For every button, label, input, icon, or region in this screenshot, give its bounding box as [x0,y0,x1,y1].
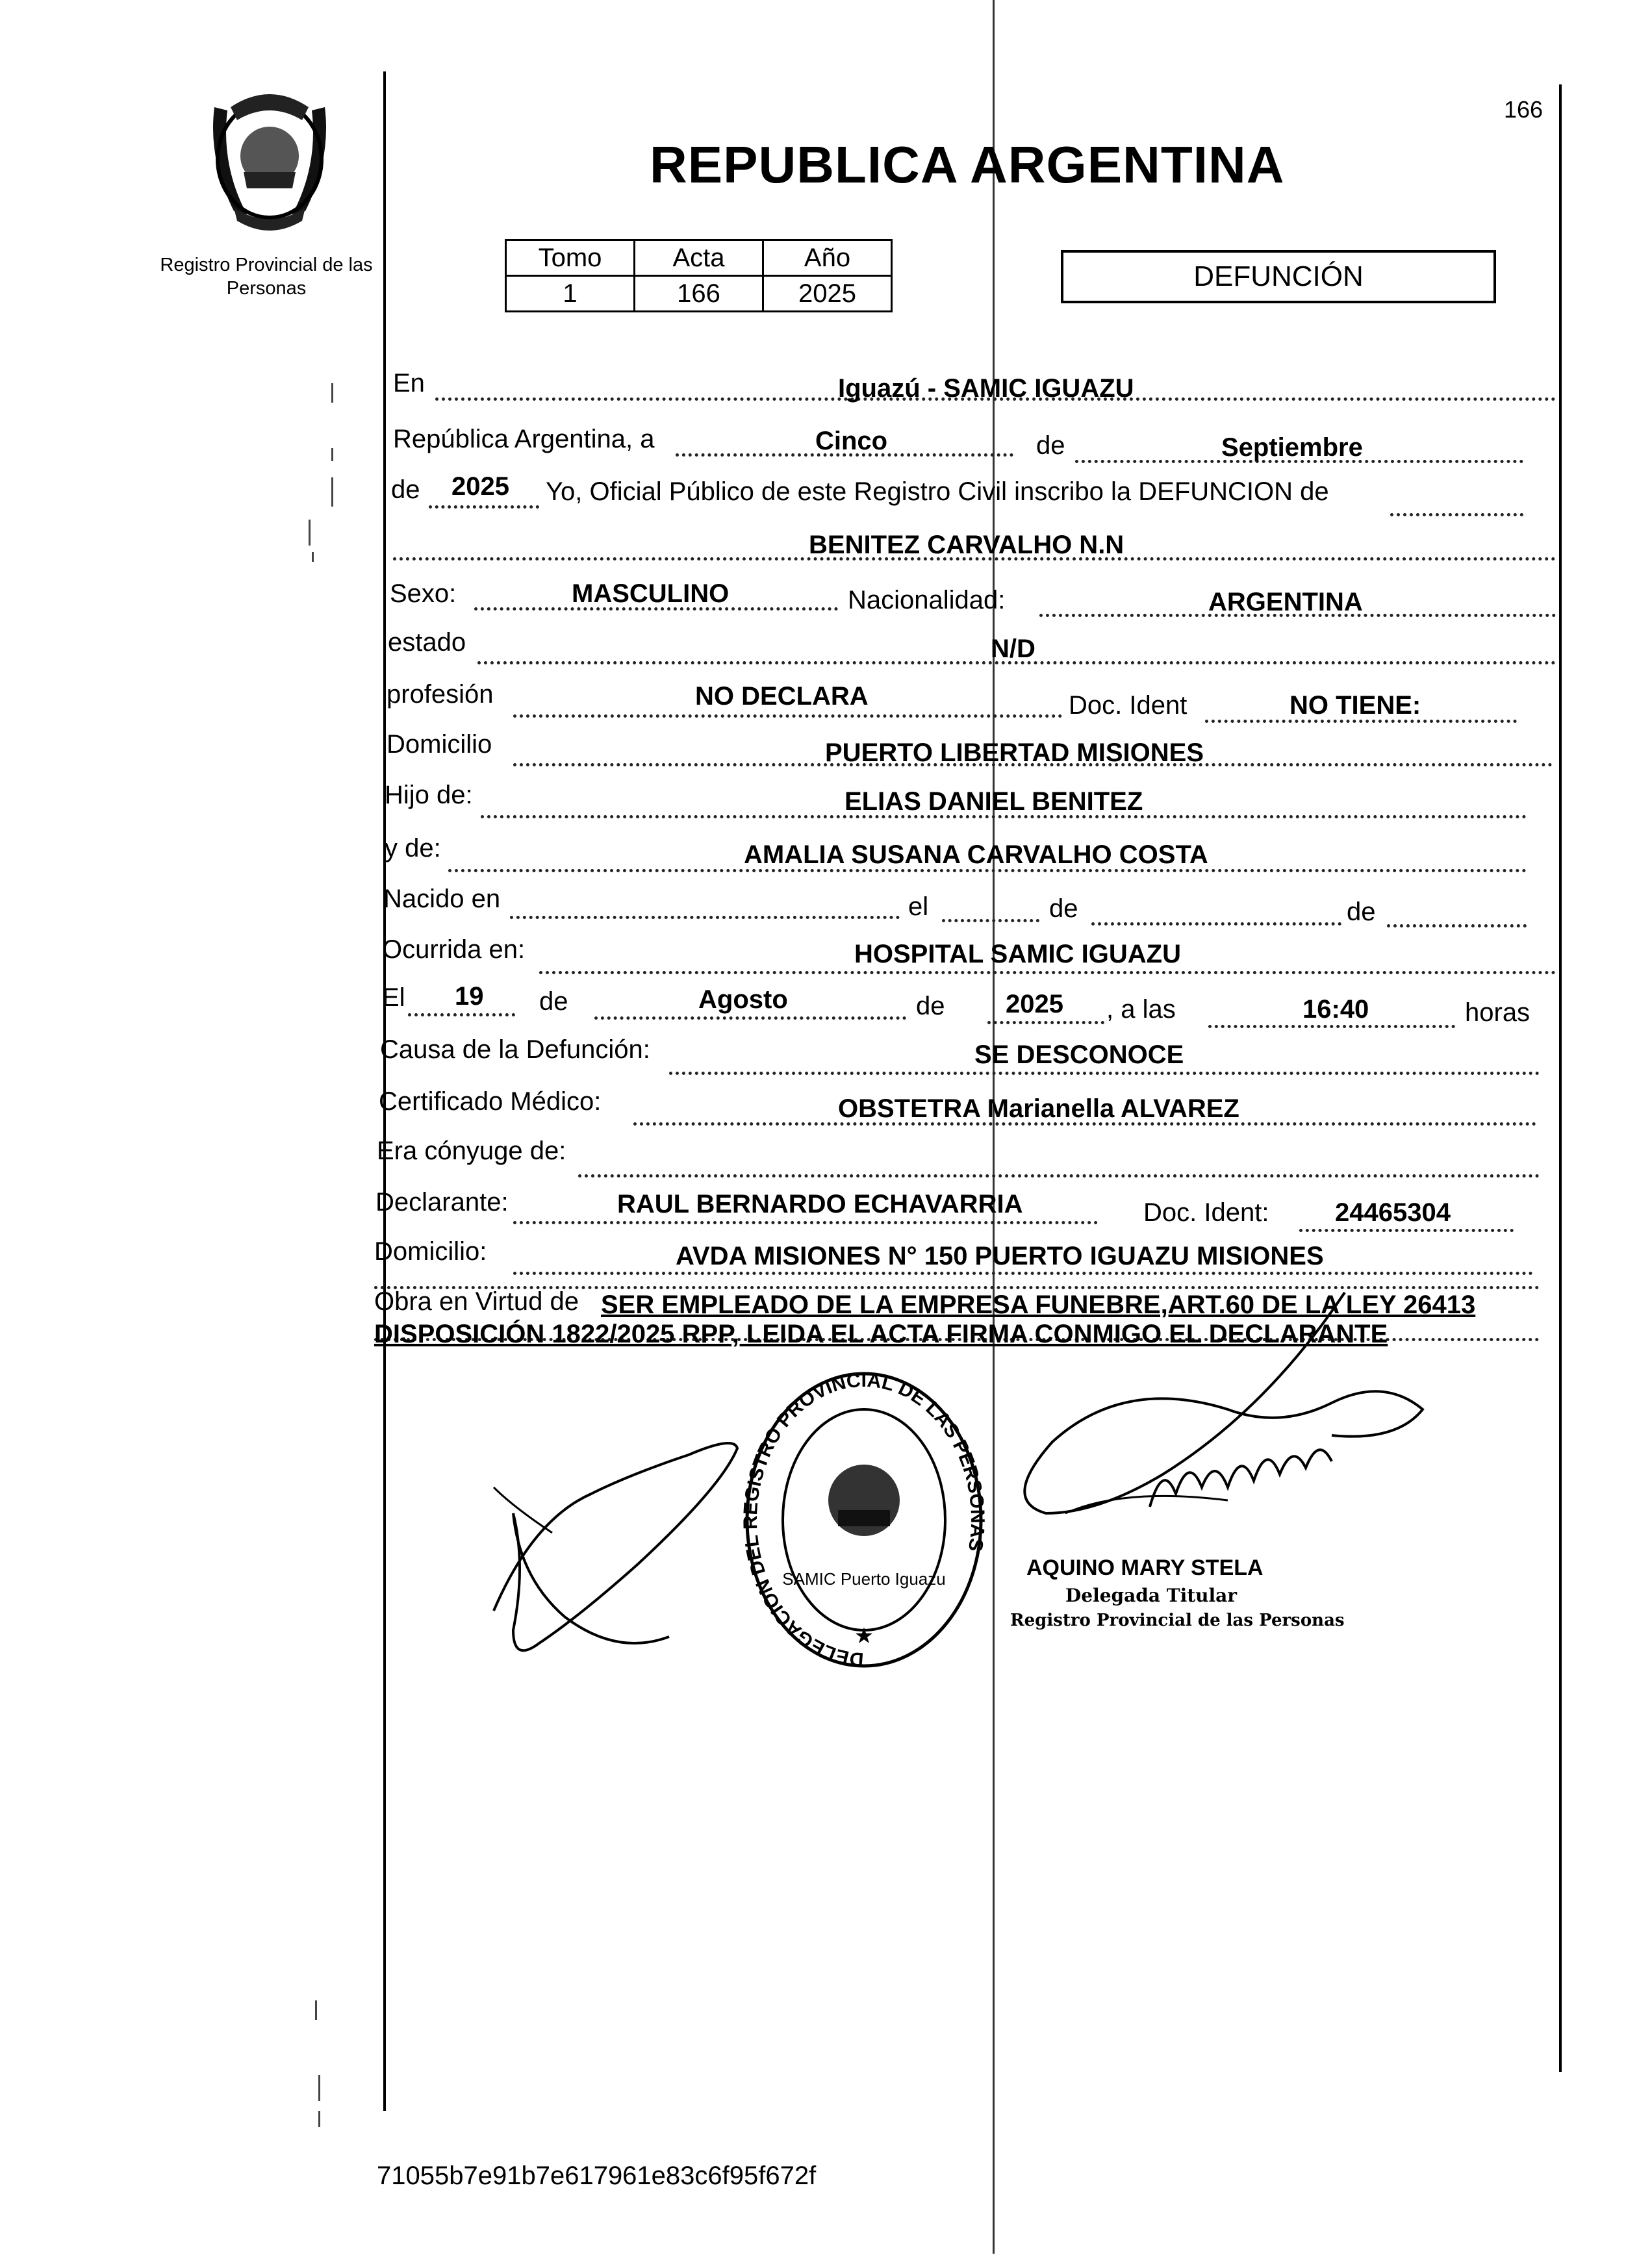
label-conyuge: Era cónyuge de: [377,1137,566,1165]
provincia-misiones-logo [195,81,344,237]
value-padre: ELIAS DANIEL BENITEZ [845,787,1143,816]
official-name: AQUINO MARY STELA [1026,1556,1264,1580]
anio-label: Año [763,240,892,276]
dotted-line [669,1072,1540,1075]
label-de-c: de [539,987,568,1016]
page-title: REPUBLICA ARGENTINA [650,136,1285,194]
label-el: el [908,892,929,921]
stamp-ring-text: DELEGACION DEL REGISTRO PROVINCIAL DE LAS PERSONAS [741,1370,987,1670]
label-ocurrida-en: Ocurrida en: [382,935,526,964]
label-doc-ident: Doc. Ident [1069,691,1188,720]
label-causa: Causa de la Defunción: [380,1035,650,1064]
label-de-d: de [916,992,945,1020]
dotted-line [510,916,900,919]
official-stamp [741,1370,987,1679]
value-madre: AMALIA SUSANA CARVALHO COSTA [744,840,1208,869]
label-sexo: Sexo: [390,579,457,608]
value-fallec-anio: 2025 [1006,990,1063,1018]
margin-tick [309,520,311,546]
dotted-line [1208,1025,1455,1028]
acta-value: 166 [635,276,763,312]
dotted-line [513,1272,1533,1275]
value-sexo: MASCULINO [572,579,730,608]
registry-name: Registro Provincial de las Personas [160,255,373,299]
value-declarante-domicilio: AVDA MISIONES N° 150 PUERTO IGUAZU MISIONES [676,1242,1324,1270]
label-domicilio2: Domicilio: [374,1237,487,1266]
label-certificado: Certificado Médico: [379,1087,602,1116]
label-de2: de [391,475,420,504]
label-en: En [393,369,425,397]
margin-tick [315,2000,317,2020]
anio-value: 2025 [763,276,892,312]
dotted-line [578,1174,1540,1178]
value-nombre: BENITEZ CARVALHO N.N [809,531,1124,559]
label-estado: estado [388,628,466,657]
value-fallec-dia: 19 [455,982,484,1011]
declarant-signature [474,1416,760,1692]
value-dia: Cinco [815,427,888,455]
value-doc-ident: NO TIENE: [1289,691,1421,720]
document-hash: 71055b7e91b7e617961e83c6f95f672f [377,2161,817,2190]
tomo-label: Tomo [506,240,635,276]
svg-text:★: ★ [854,1623,874,1649]
label-doc-ident2: Doc. Ident: [1143,1198,1269,1227]
value-ocurrida-en: HOSPITAL SAMIC IGUAZU [854,940,1181,968]
margin-tick [318,2111,320,2127]
dotted-line [1390,513,1523,516]
dotted-line [539,971,1556,974]
label-de-a: de [1049,894,1078,923]
dotted-line [513,1221,1098,1224]
margin-tick [331,448,333,461]
acta-label: Acta [635,240,763,276]
value-profesion: NO DECLARA [695,682,869,711]
fold-line [993,0,995,2254]
dotted-line [1299,1229,1514,1232]
label-y-de: y de: [385,834,441,863]
label-yo: Yo, Oficial Público de este Registro Civil inscribo la DEFUNCION de [546,477,1329,506]
label-profesion: profesión [387,680,494,709]
dotted-line [987,1021,1104,1024]
margin-tick [331,383,333,403]
label-de: de [1036,431,1065,460]
dotted-line [1091,922,1341,926]
value-nacionalidad: ARGENTINA [1208,588,1363,616]
value-hora: 16:40 [1302,995,1369,1024]
dotted-line [408,1013,515,1016]
label-republica: República Argentina, a [393,425,655,453]
value-mes: Septiembre [1221,433,1363,462]
margin-tick [331,477,333,507]
official-signature [994,1279,1462,1556]
value-domicilio: PUERTO LIBERTAD MISIONES [825,738,1204,767]
value-estado: N/D [991,635,1035,663]
margin-tick [312,552,314,562]
official-role: Delegada Titular [1065,1585,1238,1606]
label-nacionalidad: Nacionalidad: [848,586,1006,614]
label-horas: horas [1465,998,1531,1027]
value-obra-line2: DISPOSICIÓN 1822/2025 RPP, LEIDA EL ACTA FIRMA CONMIGO EL DECLARANTE [374,1320,1388,1348]
value-declarante-doc: 24465304 [1335,1198,1451,1227]
value-certificado: OBSTETRA Marianella ALVAREZ [838,1094,1239,1123]
label-de-b: de [1347,898,1376,926]
label-declarante: Declarante: [375,1188,509,1216]
official-office: Registro Provincial de las Personas [1010,1611,1345,1630]
document-type-box: DEFUNCIÓN [1061,250,1496,303]
label-obra: Obra en Virtud de [374,1287,579,1316]
label-el2: El [382,983,405,1012]
dotted-line [594,1016,906,1020]
dotted-line [942,919,1039,922]
value-anio: 2025 [451,472,509,501]
right-margin-line [1559,84,1562,2072]
label-a-las: , a las [1106,995,1176,1024]
label-hijo-de: Hijo de: [385,781,473,809]
value-fallec-mes: Agosto [698,985,788,1014]
value-declarante: RAUL BERNARDO ECHAVARRIA [617,1190,1023,1218]
tomo-acta-anio-table [505,239,893,312]
page-number: 166 [1504,96,1543,123]
tomo-value: 1 [506,276,635,312]
label-nacido-en: Nacido en [383,885,501,913]
dotted-line [513,714,1062,718]
dotted-line [1387,924,1527,927]
stamp-inner-text: SAMIC Puerto Iguazu [782,1569,946,1589]
margin-tick [318,2075,320,2101]
label-domicilio: Domicilio [387,730,492,759]
dotted-line [429,505,539,509]
value-lugar: Iguazú - SAMIC IGUAZU [838,374,1134,403]
value-obra-line1: SER EMPLEADO DE LA EMPRESA FUNEBRE,ART.60 DE LA LEY 26413 [601,1291,1476,1319]
value-causa: SE DESCONOCE [974,1040,1184,1069]
